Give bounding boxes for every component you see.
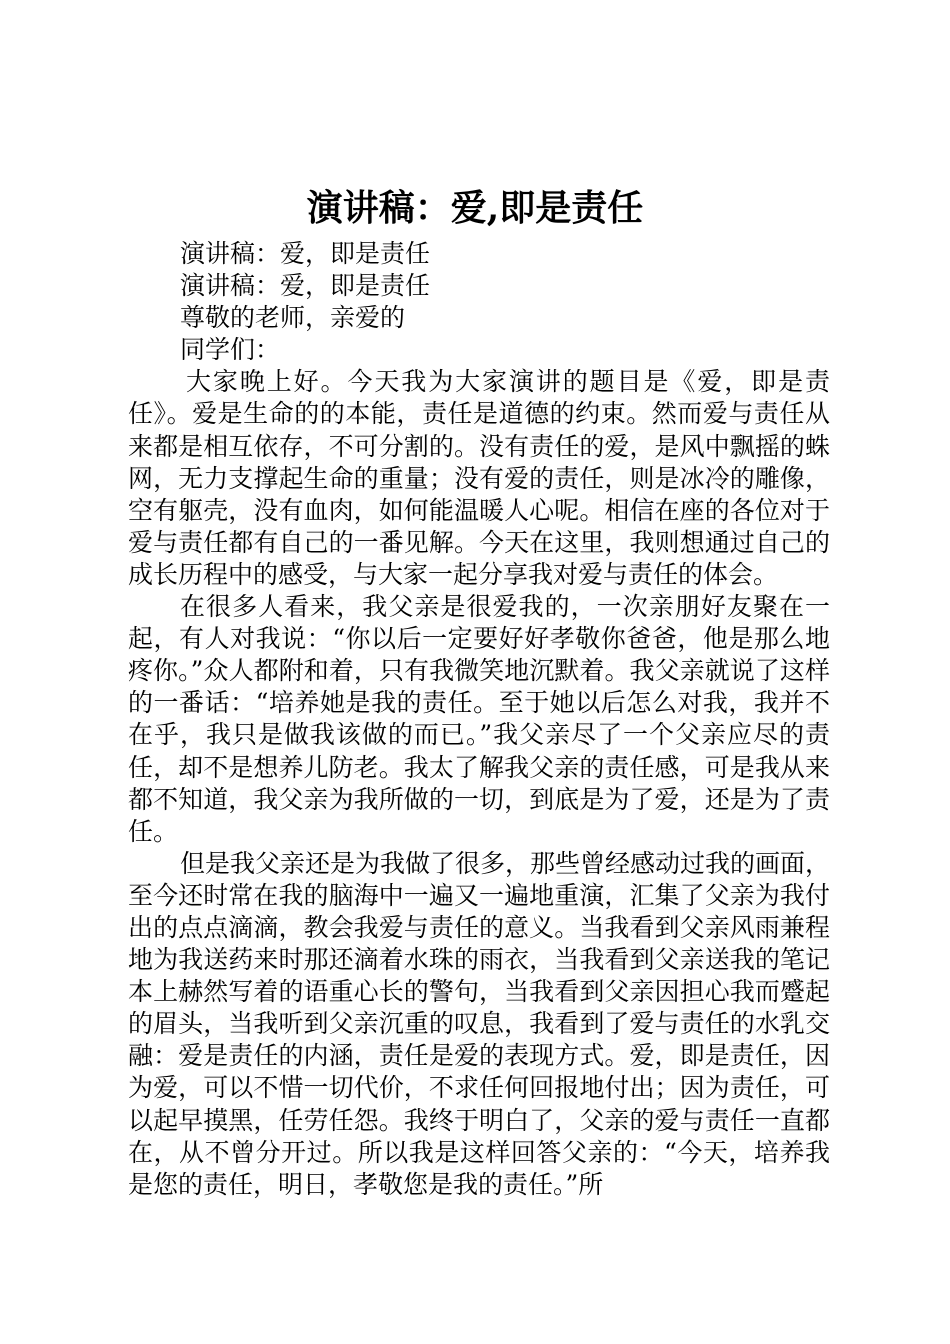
document-title: 演讲稿：爱,即是责任 <box>306 187 644 229</box>
paragraph-memories: 但是我父亲还是为我做了很多，那些曾经感动过我的画面，至今还时常在我的脑海中一遍又一遍地重演，汇集了父亲为我付出的点点滴滴，教会我爱与责任的意义。当我看到父亲风雨兼程地为我送药来时那还滴着水珠的雨衣，当我看到父亲送我的笔记本上赫然写着的语重心长的警句，当我看到父亲因担心我而蹙起的眉头，当我听到父亲沉重的叹息，我看到了爱与责任的水乳交融：爱是责任的内涵，责任是爱的表现方式。爱，即是责任，因为爱，可以不惜一切代价，不求任何回报地付出；因为责任，可以起早摸黑，任劳任怨。我终于明白了，父亲的爱与责任一直都在，从不曾分开过。所以我是这样回答父亲的：“今天，培养我是您的责任，明日，孝敬您是我的责任。”所 <box>128 848 831 1199</box>
paragraph-father-words: 在很多人看来，我父亲是很爱我的，一次亲朋好友聚在一起，有人对我说：“你以后一定要好好孝敬你爸爸，他是那么地疼你。”众人都附和着，只有我微笑地沉默着。我父亲就说了这样的一番话：“培养她是我的责任。至于她以后怎么对我，我并不在乎，我只是做我该做的而已。”我父亲尽了一个父亲应尽的责任，却不是想养儿防老。我太了解我父亲的责任感，可是我从来都不知道，我父亲为我所做的一切，到底是为了爱，还是为了责任。 <box>128 592 830 846</box>
salutation-continuation: 同学们： <box>180 335 281 365</box>
salutation-line: 尊敬的老师，亲爱的 <box>180 303 406 333</box>
subtitle-line: 演讲稿：爱，即是责任 <box>180 239 431 268</box>
subtitle-line-repeat: 演讲稿：爱，即是责任 <box>180 271 431 301</box>
paragraph-intro: 大家晚上好。今天我为大家演讲的题目是《爱，即是责任》。爱是生命的的本能，责任是道德的约束。然而爱与责任从来都是相互依存，不可分割的。没有责任的爱，是风中飘摇的蛛网，无力支撑起生命的重量；没有爱的责任，则是冰冷的雕像，空有躯壳，没有血肉，如何能温暖人心呢。相信在座的各位对于爱与责任都有自己的一番见解。今天在这里，我则想通过自己的成长历程中的感受，与大家一起分享我对爱与责任的体会。 <box>128 367 830 589</box>
document-body <box>128 238 830 1201</box>
